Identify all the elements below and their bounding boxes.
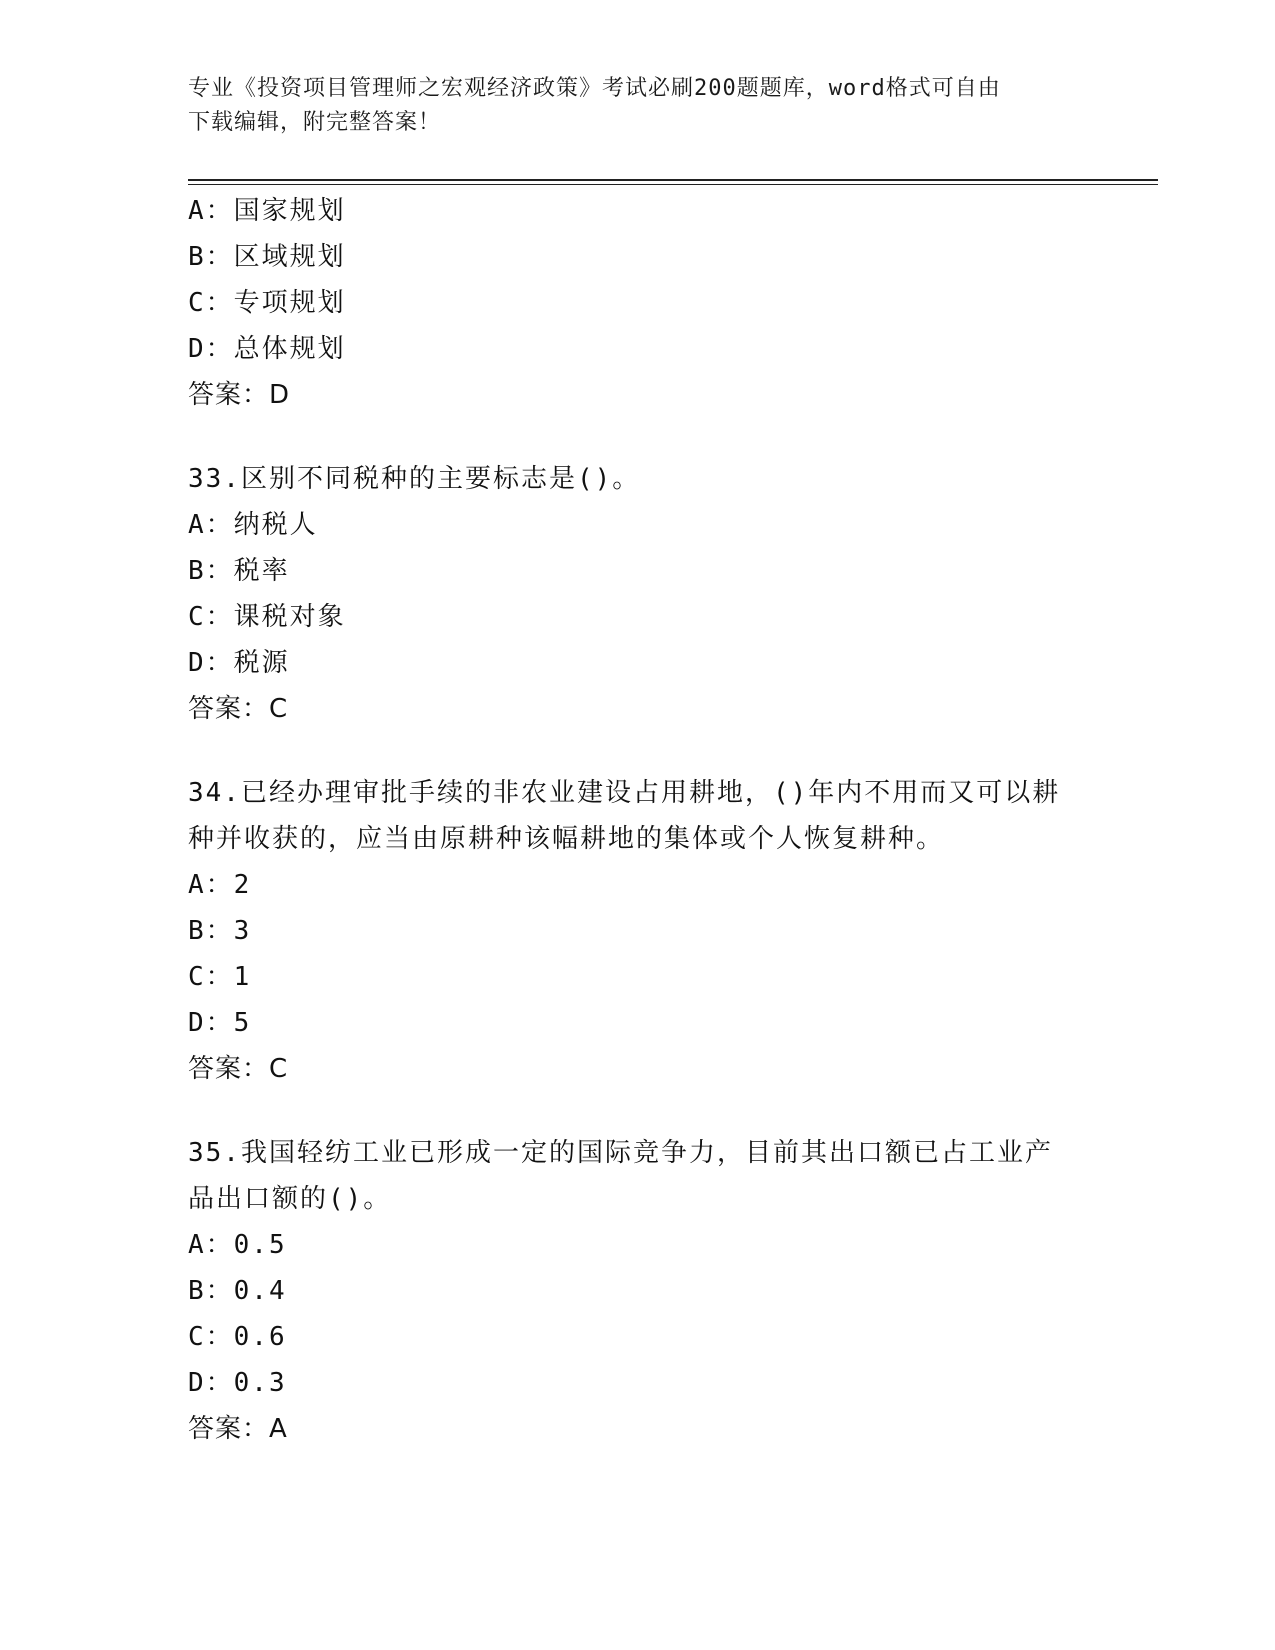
- option-c: C：0.6: [188, 1322, 287, 1352]
- question-stem: 33.区别不同税种的主要标志是()。: [188, 464, 641, 494]
- question-34: [188, 770, 1088, 1092]
- option-a: A：0.5: [188, 1230, 287, 1260]
- option-b: B：区域规划: [188, 242, 346, 272]
- option-b: B：税率: [188, 556, 290, 586]
- document-header-note: [188, 72, 1088, 140]
- option-d: D：0.3: [188, 1368, 287, 1398]
- question-33: [188, 456, 1088, 732]
- question-list: [188, 188, 1088, 1452]
- question-stem-line-1: 35.我国轻纺工业已形成一定的国际竞争力，目前其出口额已占工业产: [188, 1138, 1053, 1168]
- option-c: C：课税对象: [188, 602, 346, 632]
- option-c: C：1: [188, 962, 252, 992]
- question-35: [188, 1130, 1088, 1452]
- option-b: B：0.4: [188, 1276, 287, 1306]
- question-stem-line-2: 品出口额的()。: [188, 1184, 392, 1214]
- question-stem-line-1: 34.已经办理审批手续的非农业建设占用耕地，()年内不用而又可以耕: [188, 778, 1061, 808]
- option-d: D：总体规划: [188, 334, 346, 364]
- question-stem-line-2: 种并收获的，应当由原耕种该幅耕地的集体或个人恢复耕种。: [188, 824, 945, 854]
- header-line-1: 专业《投资项目管理师之宏观经济政策》考试必刷200题题库，word格式可自由: [188, 76, 1001, 101]
- header-divider-thin: [188, 184, 1158, 185]
- option-d: D：税源: [188, 648, 290, 678]
- option-b: B：3: [188, 916, 252, 946]
- option-c: C：专项规划: [188, 288, 346, 318]
- answer-line: 答案：C: [188, 694, 289, 724]
- header-line-2: 下载编辑，附完整答案！: [188, 110, 442, 135]
- option-a: A：2: [188, 870, 252, 900]
- option-d: D：5: [188, 1008, 252, 1038]
- option-a: A：纳税人: [188, 510, 318, 540]
- answer-line: 答案：A: [188, 1414, 288, 1444]
- option-a: A：国家规划: [188, 196, 346, 226]
- answer-line: 答案：C: [188, 1054, 289, 1084]
- header-divider-thick: [188, 179, 1158, 181]
- question-32: [188, 188, 1088, 418]
- answer-line: 答案：D: [188, 380, 291, 410]
